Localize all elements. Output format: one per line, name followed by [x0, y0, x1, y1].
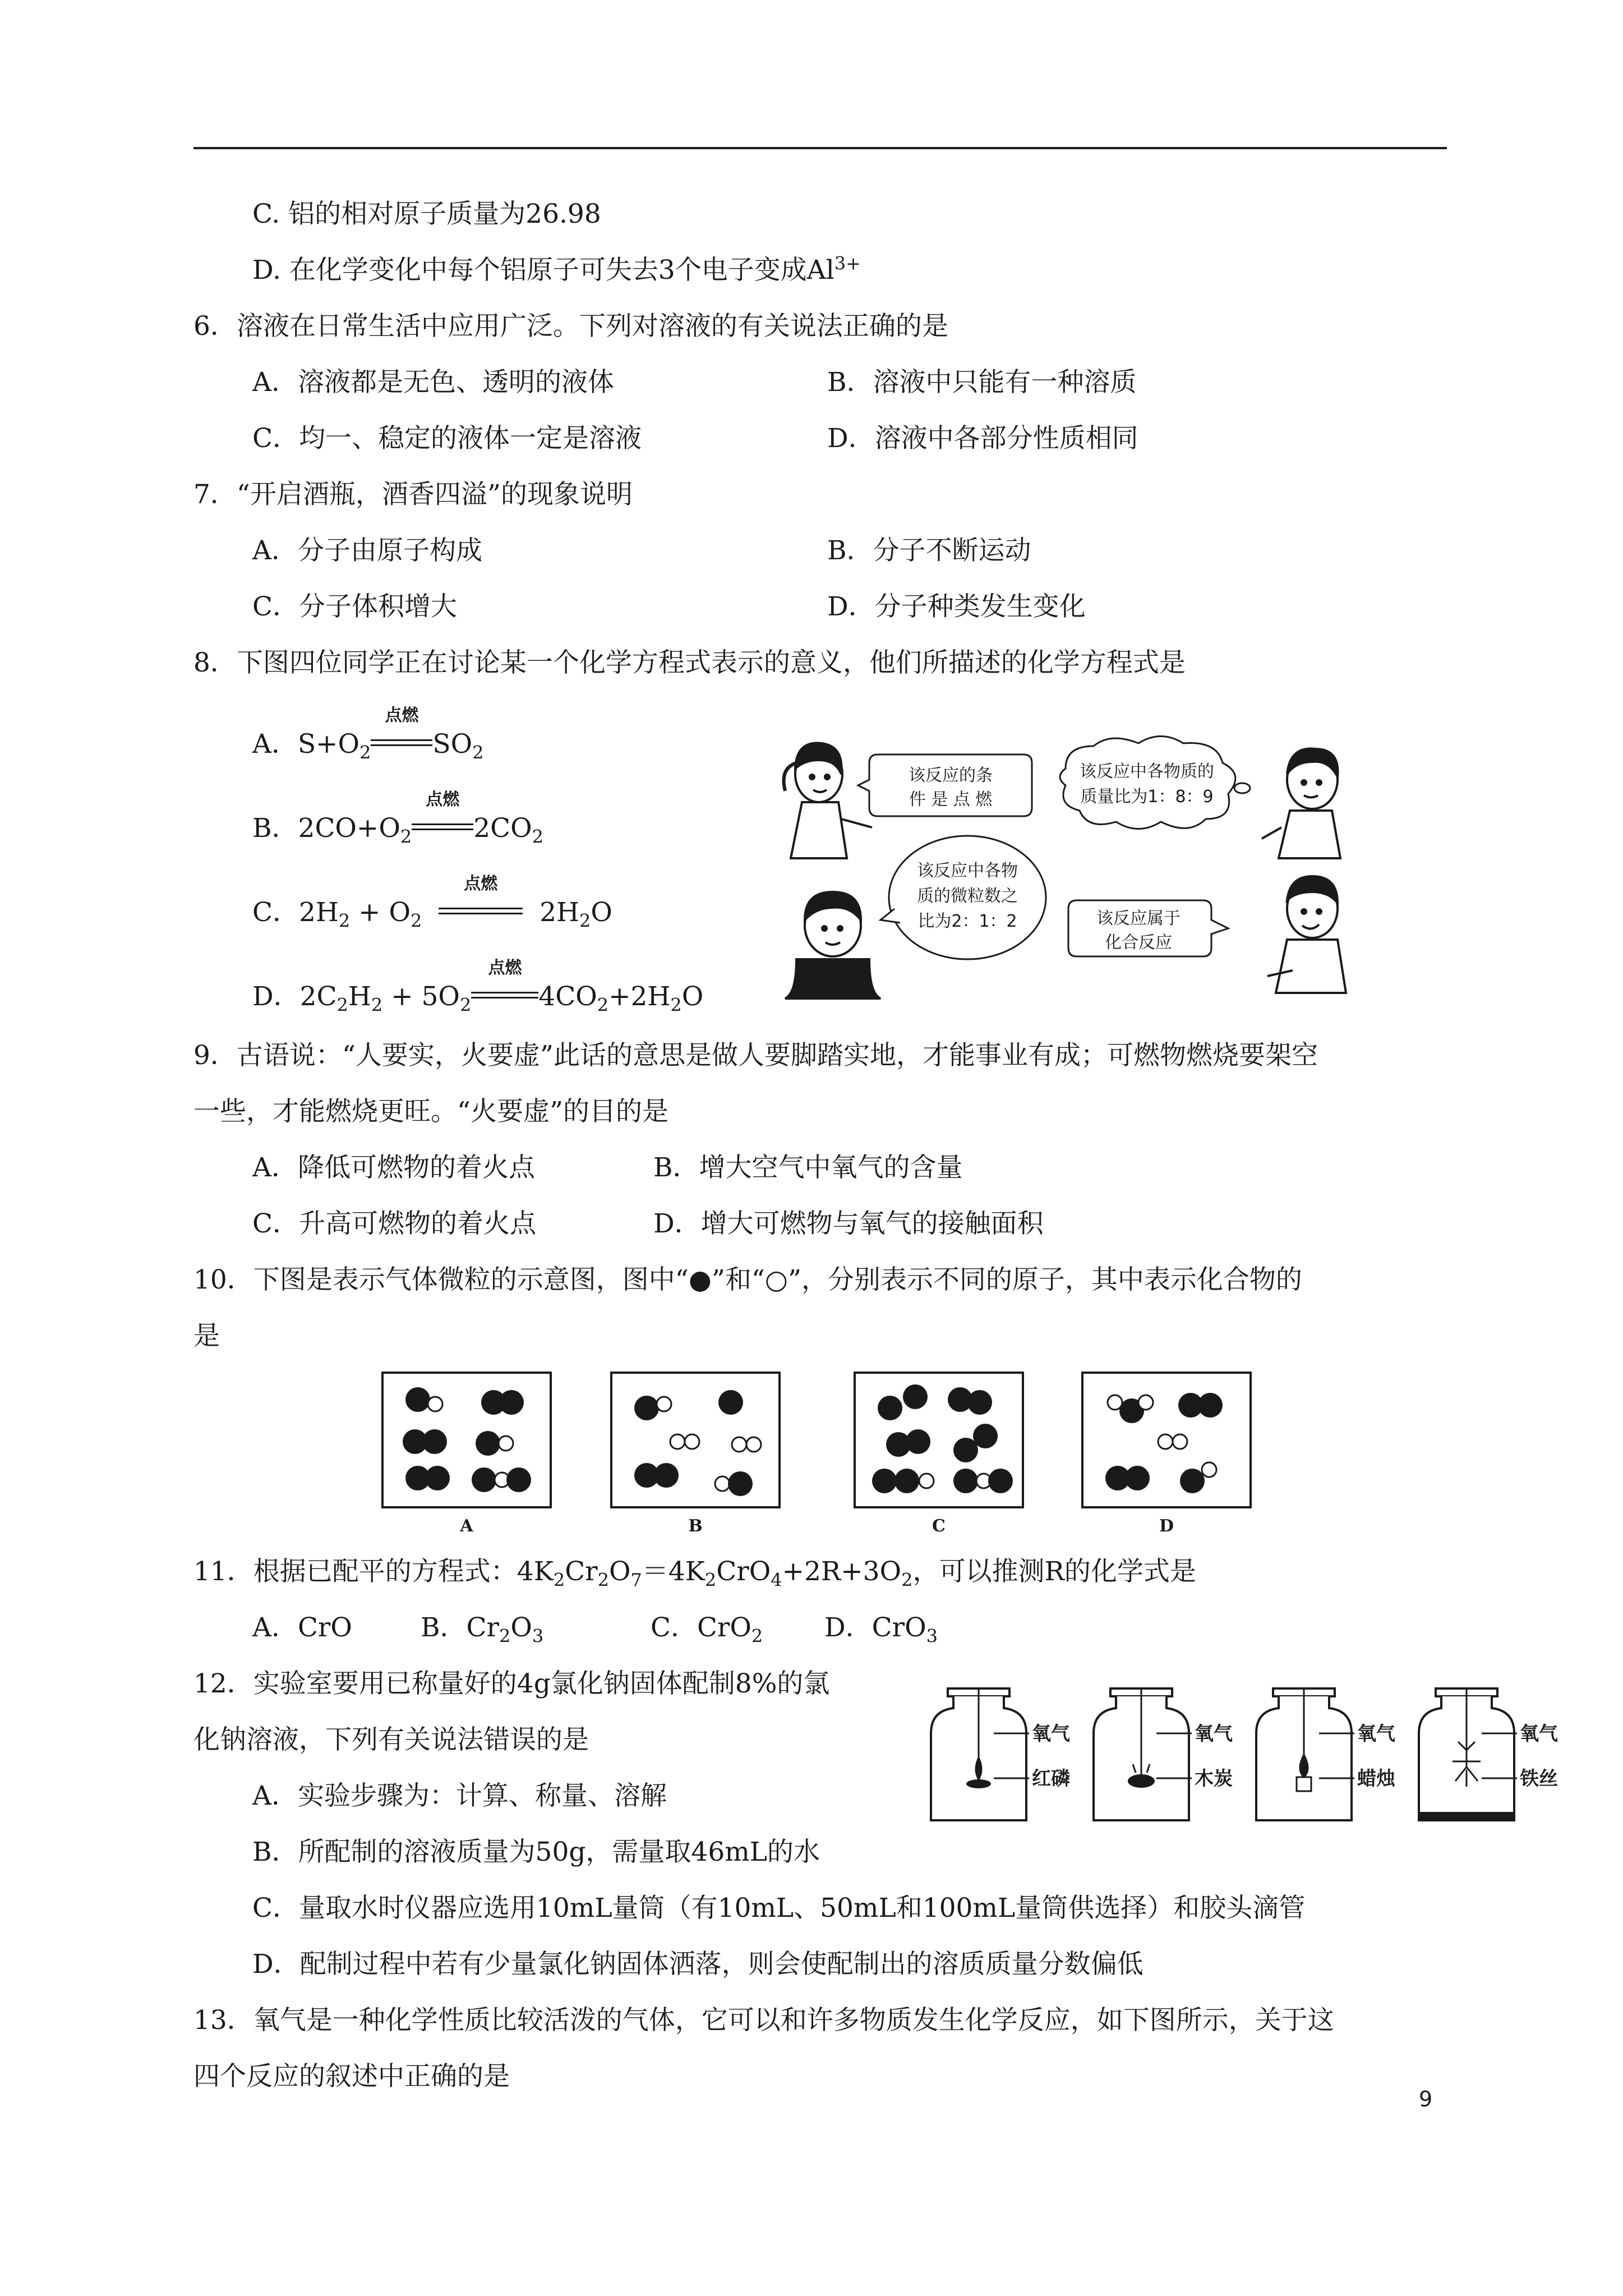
q12-stem-line1: 12．实验室要用已称量好的4g氯化钠固体配制8%的氯 [193, 1668, 830, 1699]
page-number: 9 [1419, 2087, 1433, 2111]
jar-charcoal [1094, 1688, 1233, 1820]
svg-text:氧气: 氧气 [1032, 1723, 1070, 1745]
diagram-box-b [611, 1373, 780, 1507]
svg-text:该反应属于: 该反应属于 [1096, 909, 1181, 928]
q9-option-c: C．升高可燃物的着火点 [252, 1208, 536, 1239]
q6-stem: 6．溶液在日常生活中应用广泛。下列对溶液的有关说法正确的是 [193, 311, 948, 342]
q6-option-b: B．溶液中只能有一种溶质 [827, 367, 1137, 398]
q7-stem: 7．“开启酒瓶，酒香四溢”的现象说明 [193, 479, 633, 510]
q8-discussion-figure [774, 729, 1368, 1015]
q12-option-a: A．实验步骤为：计算、称量、溶解 [252, 1780, 667, 1811]
q13-stem-line1: 13．氧气是一种化学性质比较活泼的气体，它可以和许多物质发生化学反应，如下图所示，关于这 [193, 2005, 1334, 2036]
q6-option-d: D．溶液中各部分性质相同 [827, 423, 1138, 454]
q11-option-b: B．$Cr_2O_3$ [421, 1612, 544, 1647]
svg-text:红磷: 红磷 [1032, 1768, 1070, 1790]
q11-stem: 11．根据已配平的方程式：$4K_2Cr_2O_7=4K_2CrO_4+2R+3O_2$，可以推测R的化学式是 [193, 1556, 1196, 1591]
q11-option-c: C．CrO$_2$ [651, 1612, 763, 1647]
q13-stem-line2: 四个反应的叙述中正确的是 [193, 2061, 510, 2092]
svg-text:该反应中各物: 该反应中各物 [917, 861, 1018, 881]
q9-option-b: B．增大空气中氧气的含量 [653, 1152, 963, 1183]
svg-text:氧气: 氧气 [1520, 1723, 1558, 1745]
jar-candle [1256, 1688, 1396, 1820]
svg-text:氧气: 氧气 [1195, 1723, 1233, 1745]
q11-option-d: D．CrO$_3$ [824, 1612, 938, 1647]
q8-option-a: A．$S+O_2$ 点燃 $SO_2$ [252, 706, 484, 763]
speech-bubble-mass-ratio [1060, 737, 1250, 829]
q7-option-d: D．分子种类发生变化 [827, 591, 1086, 622]
q9-option-a: A．降低可燃物的着火点 [252, 1152, 535, 1183]
svg-text:木炭: 木炭 [1195, 1768, 1233, 1790]
student-girl-icon [784, 743, 873, 858]
q6-option-c: C．均一、稳定的液体一定是溶液 [252, 423, 642, 454]
svg-text:蜡烛: 蜡烛 [1357, 1768, 1395, 1790]
diagram-box-c [855, 1373, 1023, 1507]
q8-option-d: D．$2C_2H_2 + 5O_2$ 点燃 $4CO_2+2H_2O$ [252, 958, 704, 1016]
svg-text:质量比为1：8：9: 质量比为1：8：9 [1080, 787, 1214, 807]
q8-option-c: C．$2H_2 + O_2$ 点燃 $2H_2O$ [252, 874, 612, 932]
q6-option-a: A．溶液都是无色、透明的液体 [252, 367, 614, 398]
svg-text:比为2：1：2: 比为2：1：2 [917, 912, 1017, 931]
q12-option-d: D．配制过程中若有少量氯化钠固体洒落，则会使配制出的溶质质量分数偏低 [252, 1949, 1144, 1980]
speech-bubble-particle-ratio [880, 836, 1046, 959]
q9-stem-line2: 一些，才能燃烧更旺。“火要虚”的目的是 [193, 1096, 669, 1127]
diagram-label-d: D [1159, 1516, 1174, 1536]
q12-option-b: B．所配制的溶液质量为50g，需量取46mL的水 [252, 1837, 820, 1867]
jar-red-phosphorus [931, 1688, 1070, 1820]
svg-text:件 是 点 燃: 件 是 点 燃 [909, 790, 993, 809]
q10-stem-line2: 是 [193, 1320, 220, 1351]
q5-option-d: D. 在化学变化中每个铝原子可失去3个电子变成$Al^{3+}$ [252, 252, 861, 286]
svg-text:该反应中各物质的: 该反应中各物质的 [1080, 762, 1214, 781]
q13-oxygen-jars-figure [931, 1677, 1558, 1840]
student-boy-left-icon [785, 892, 880, 999]
q7-option-c: C．分子体积增大 [252, 591, 457, 622]
svg-text:氧气: 氧气 [1357, 1723, 1395, 1745]
jar-iron-wire [1419, 1688, 1558, 1820]
speech-bubble-condition [858, 754, 1032, 816]
q9-option-d: D．增大可燃物与氧气的接触面积 [653, 1208, 1044, 1239]
q11-option-a: A．CrO [252, 1612, 352, 1643]
diagram-box-d [1082, 1373, 1251, 1507]
q10-particle-diagrams [381, 1372, 1256, 1545]
q9-stem-line1: 9．古语说：“人要实，火要虚”此话的意思是做人要脚踏实地，才能事业有成；可燃物燃烧要架空 [193, 1040, 1318, 1071]
q12-stem-line2: 化钠溶液，下列有关说法错误的是 [193, 1724, 589, 1755]
q5-option-c: C. 铝的相对原子质量为26.98 [252, 199, 601, 229]
q10-stem-line1: 10．下图是表示气体微粒的示意图，图中“●”和“○”，分别表示不同的原子，其中表示化合物的 [193, 1264, 1302, 1295]
student-boy-right-icon [1267, 876, 1346, 993]
svg-text:铁丝: 铁丝 [1520, 1768, 1558, 1790]
svg-text:质的微粒数之: 质的微粒数之 [917, 886, 1018, 906]
diagram-label-a: A [460, 1516, 473, 1536]
diagram-label-c: C [932, 1516, 946, 1536]
q8-option-b: B．$2CO+O_2$ 点燃 $2CO_2$ [252, 790, 543, 848]
svg-text:化合反应: 化合反应 [1105, 933, 1172, 953]
q7-option-a: A．分子由原子构成 [252, 535, 482, 566]
diagram-box-a [382, 1373, 551, 1507]
student-boy-icon [1262, 749, 1340, 858]
svg-text:该反应的条: 该反应的条 [909, 766, 993, 785]
q7-option-b: B．分子不断运动 [827, 535, 1031, 566]
header-rule [193, 147, 1447, 149]
q8-stem: 8．下图四位同学正在讨论某一个化学方程式表示的意义，他们所描述的化学方程式是 [193, 647, 1186, 678]
speech-bubble-combination [1068, 900, 1228, 956]
diagram-label-b: B [688, 1516, 703, 1536]
q12-option-c: C．量取水时仪器应选用10mL量筒（有10mL、50mL和100mL量筒供选择）和胶头滴管 [252, 1893, 1306, 1924]
